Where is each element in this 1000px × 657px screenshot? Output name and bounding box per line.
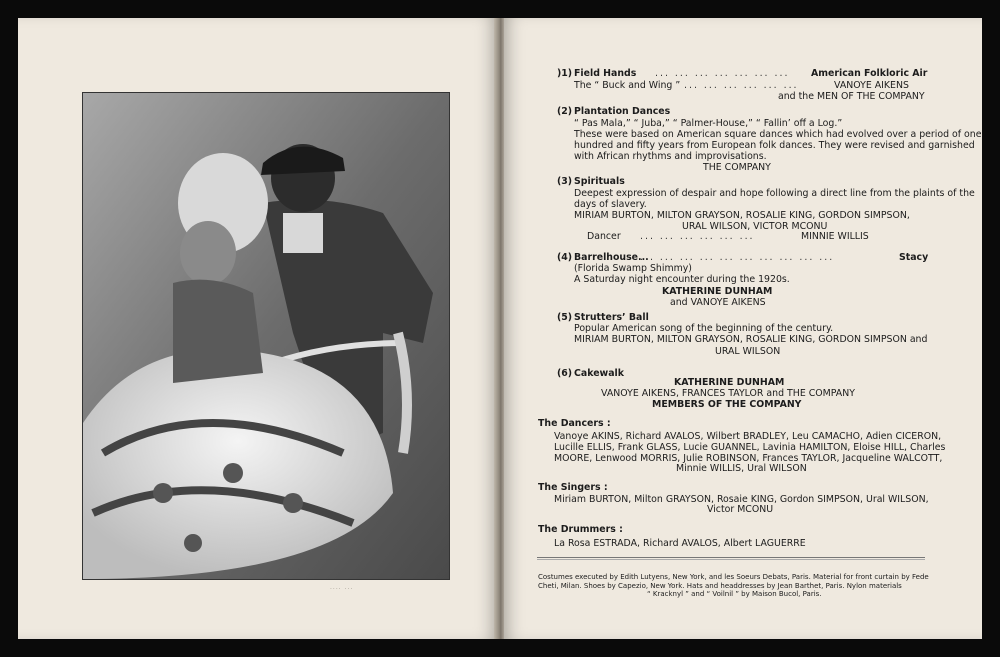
item-3-number: (3) <box>557 176 573 187</box>
item-3-line-4: URAL WILSON, VICTOR MCONU <box>682 221 828 232</box>
item-1-line-3: and the MEN OF THE COMPANY <box>778 91 925 102</box>
item-5-line-1: Popular American song of the beginning of the century. <box>574 323 834 334</box>
item-3-line-2: days of slavery. <box>574 199 647 210</box>
item-6-line-2: VANOYE AIKENS, FRANCES TAYLOR and THE COMPANY <box>601 388 855 399</box>
singers-line-2: Victor MCONU <box>707 504 774 515</box>
item-1-right: American Folkloric Air <box>811 68 928 79</box>
item-2-line-4: with African rhythms and improvisations. <box>574 151 767 162</box>
footer-rule <box>537 557 925 560</box>
item-3-dots: ... ... ... ... ... ... <box>640 231 755 242</box>
item-2-line-5: THE COMPANY <box>703 162 771 173</box>
item-2-title: Plantation Dances <box>574 106 671 117</box>
item-6-number: (6) <box>557 368 573 379</box>
dancers-line-4: Minnie WILLIS, Ural WILSON <box>676 463 807 474</box>
item-4-right: Stacy <box>899 252 929 263</box>
item-1-title: Field Hands <box>574 68 637 79</box>
dancers-line-2: Lucille ELLIS, Frank GLASS, Lucie GUANNEL, Lavinia HAMILTON, Eloise HILL, Charles <box>554 442 946 453</box>
dancers-photo <box>82 92 450 580</box>
item-4-number: (4) <box>557 252 573 263</box>
item-3-line-3: MIRIAM BURTON, MILTON GRAYSON, ROSALIE KING, GORDON SIMPSON, <box>574 210 910 221</box>
item-2-line-2: These were based on American square dances which had evolved over a period of one <box>574 129 982 140</box>
item-5-number: (5) <box>557 312 573 323</box>
footer-line-1: Costumes executed by Edith Lutyens, New York, and les Soeurs Debats, Paris. Material for front curtain by Fede <box>538 573 929 581</box>
item-2-number: (2) <box>557 106 573 117</box>
item-1-line-2: VANOYE AIKENS <box>834 80 909 91</box>
footer-line-3: “ Kracknyl ” and “ Voilnil ” by Maison Bucol, Paris. <box>647 590 822 598</box>
item-5-title: Strutters’ Ball <box>574 312 649 323</box>
singers-line-1: Miriam BURTON, Milton GRAYSON, Rosaie KING, Gordon SIMPSON, Ural WILSON, <box>554 494 929 505</box>
item-1-line-1: The “ Buck and Wing ” <box>574 80 681 91</box>
item-6-line-3: MEMBERS OF THE COMPANY <box>652 399 802 410</box>
item-6-line-1: KATHERINE DUNHAM <box>674 377 785 388</box>
item-2-line-1: “ Pas Mala,” “ Juba,” “ Palmer-House,” “ Fallin’ off a Log.” <box>574 118 843 129</box>
singers-heading: The Singers : <box>538 482 608 493</box>
item-5-line-3: URAL WILSON <box>715 346 781 357</box>
dancers-line-1: Vanoye AKINS, Richard AVALOS, Wilbert BRADLEY, Leu CAMACHO, Adien CICERON, <box>554 431 942 442</box>
item-4-line-3: KATHERINE DUNHAM <box>662 286 773 297</box>
item-3-title: Spirituals <box>574 176 625 187</box>
item-3-line-1: Deepest expression of despair and hope following a direct line from the plaints of the <box>574 188 975 199</box>
drummers-line-1: La Rosa ESTRADA, Richard AVALOS, Albert LAGUERRE <box>554 538 806 549</box>
item-4-line-2: A Saturday night encounter during the 1920s. <box>574 274 790 285</box>
item-4-dots: ... ... ... ... ... ... ... ... ... ... <box>640 252 835 263</box>
item-4-title: Barrelhouse... <box>574 252 649 263</box>
item-4-line-4: and VANOYE AIKENS <box>670 297 766 308</box>
item-6-title: Cakewalk <box>574 368 624 379</box>
item-1-dots-2: ... ... ... ... ... ... <box>684 80 799 91</box>
item-1-number: )1) <box>557 68 573 79</box>
item-3-line-5: Dancer <box>587 231 621 242</box>
item-3-line-6: MINNIE WILLIS <box>801 231 869 242</box>
dancers-line-3: MOORE, Lenwood MORRIS, Julie ROBINSON, Frances TAYLOR, Jacqueline WALCOTT, <box>554 453 943 464</box>
dancers-photo-icon <box>83 93 449 579</box>
photo-credit-mark: ···· ··· <box>330 586 354 593</box>
drummers-heading: The Drummers : <box>538 524 623 535</box>
item-2-line-3: hundred and fifty years from European folk dances. They were revised and garnished <box>574 140 975 151</box>
item-5-line-2: MIRIAM BURTON, MILTON GRAYSON, ROSALIE KING, GORDON SIMPSON and <box>574 334 928 345</box>
footer-line-2: Cheti, Milan. Shoes by Capezio, New York. Hats and headdresses by Jean Barthet, Paris. Nylon materials <box>538 582 902 590</box>
dancers-heading: The Dancers : <box>538 418 611 429</box>
item-1-dots: ... ... ... ... ... ... ... <box>655 68 790 79</box>
item-4-line-1: (Florida Swamp Shimmy) <box>574 263 692 274</box>
